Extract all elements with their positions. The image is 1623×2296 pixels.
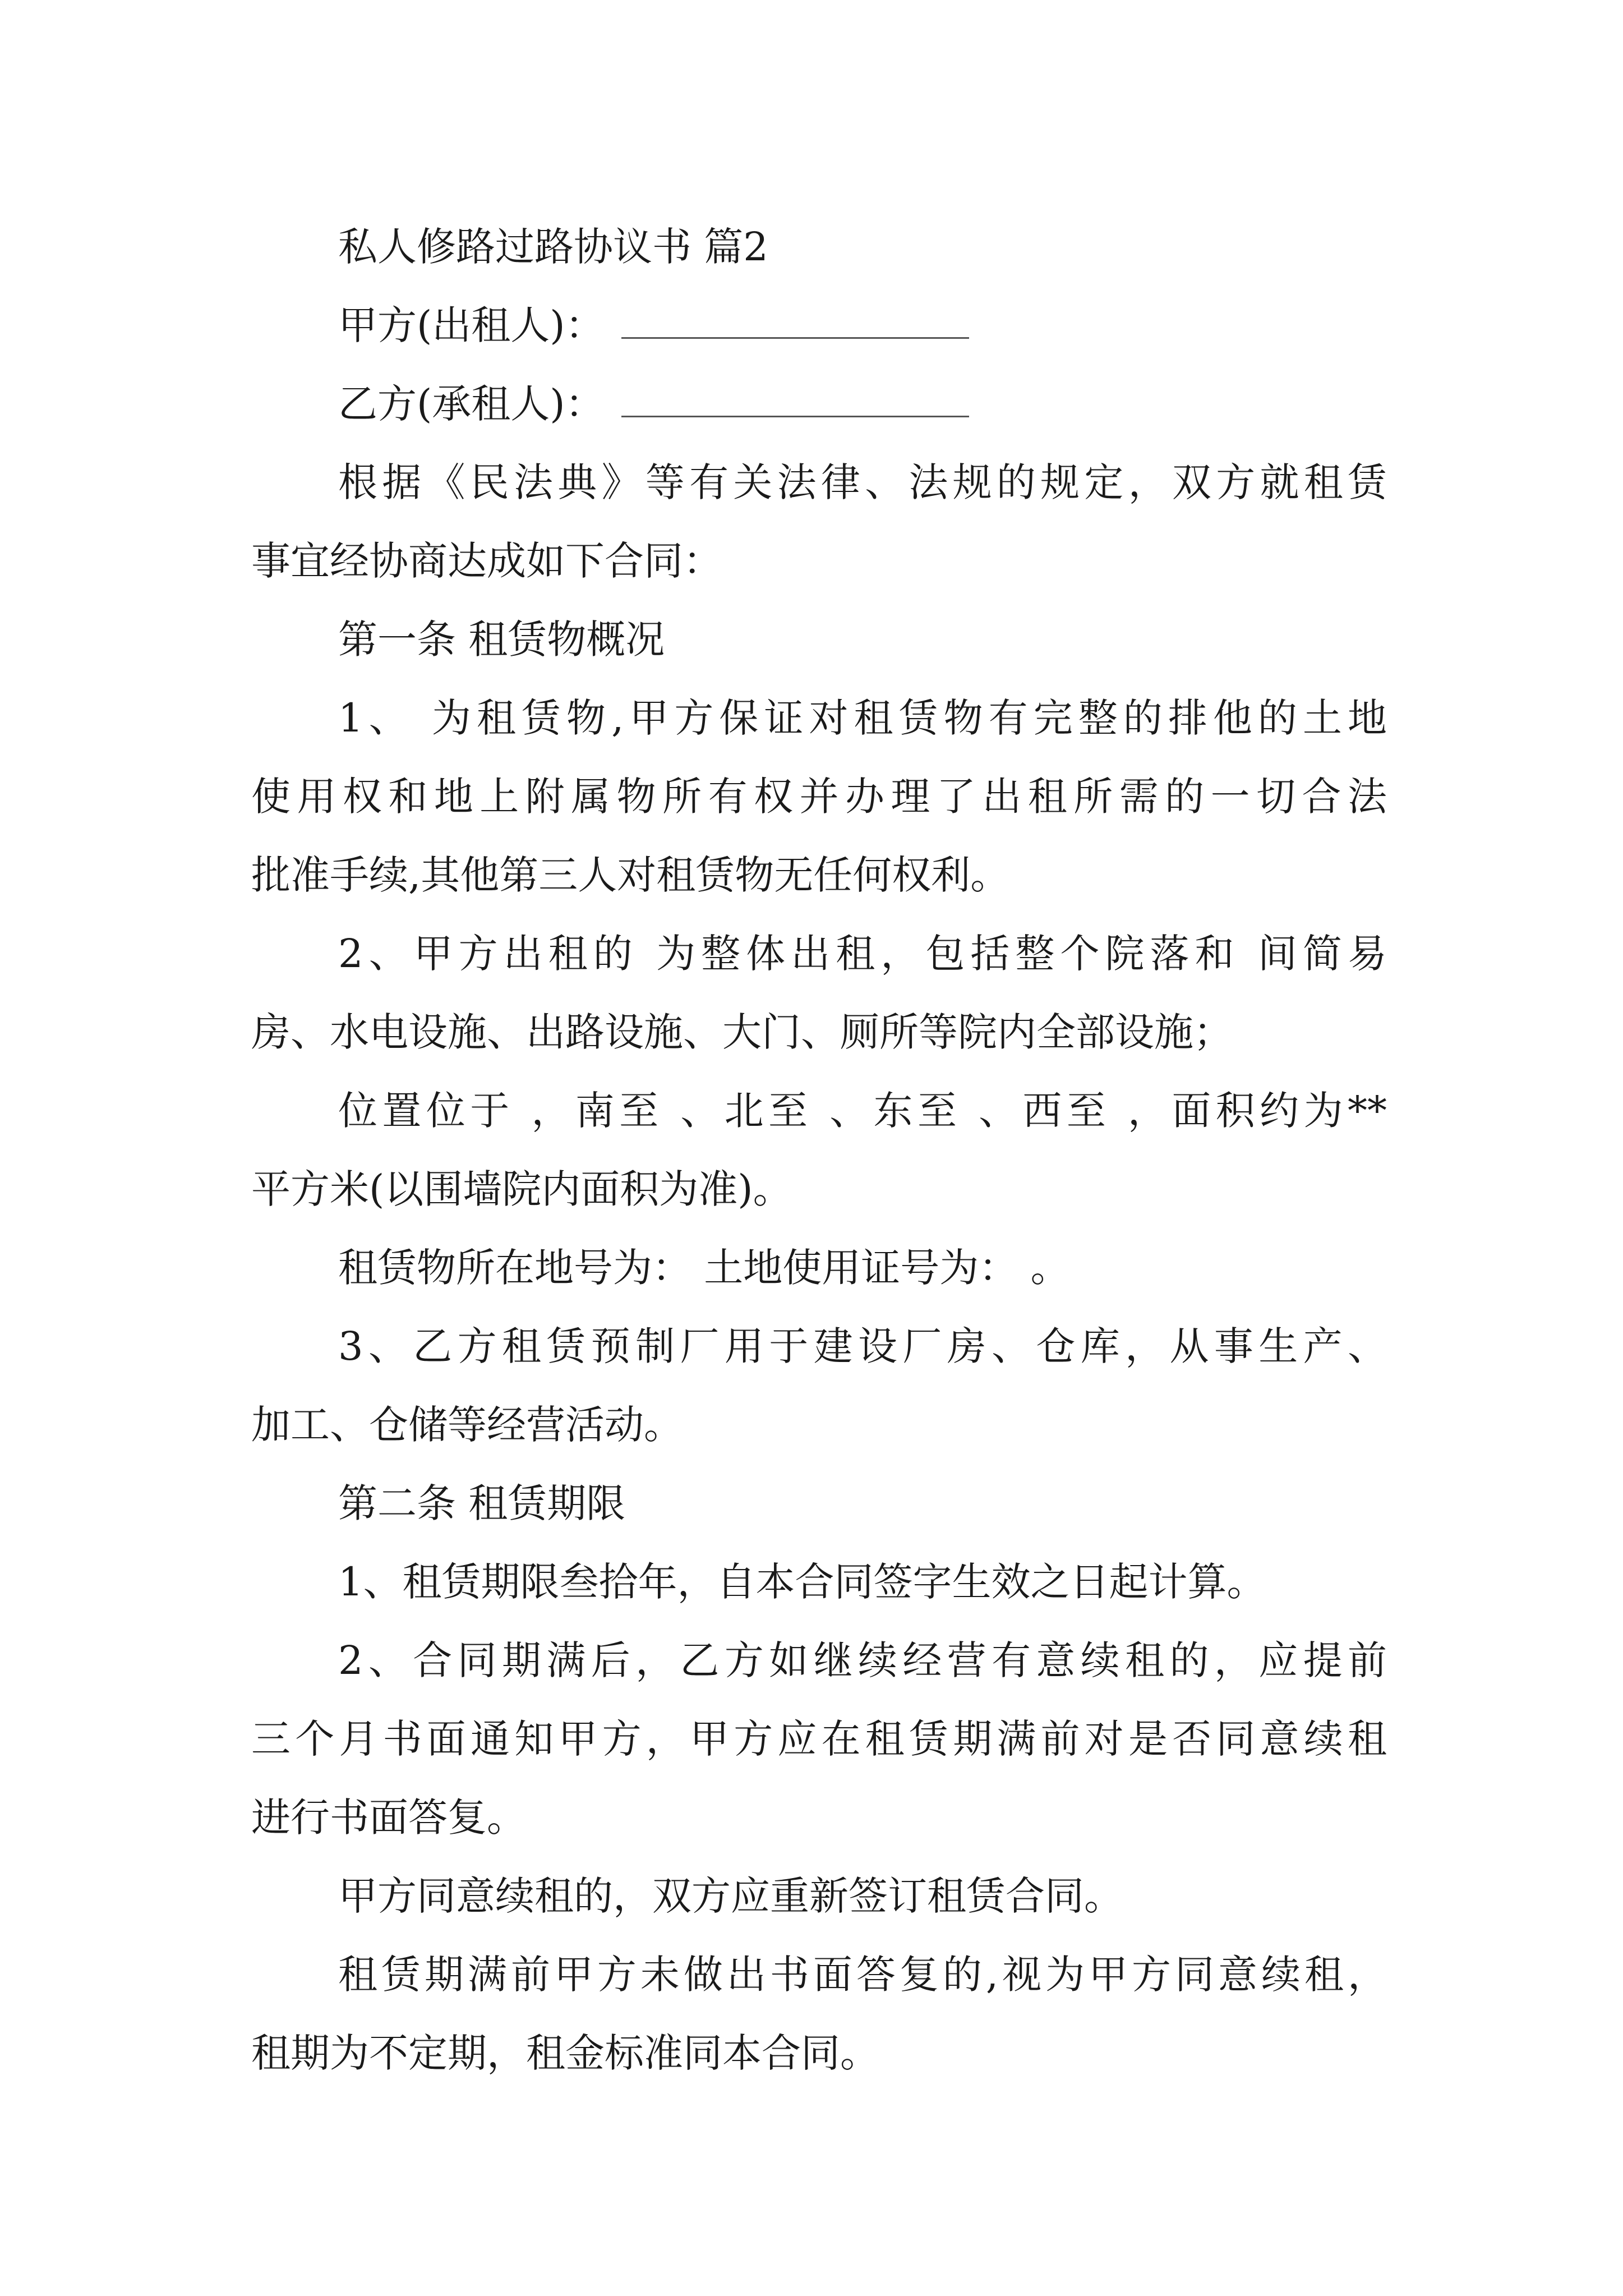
paragraph-line: 进行书面答复。: [251, 1795, 526, 1841]
document-page: [251, 208, 1387, 2092]
section-heading: 第一条 租赁物概况: [338, 616, 665, 662]
paragraph-line: 租期为不定期，租金标准同本合同。: [251, 2030, 879, 2076]
paragraph-line: 1、租赁期限叁拾年，自本合同签字生效之日起计算。: [338, 1559, 1266, 1605]
paragraph-line: 批准手续,其他第三人对租赁物无任何权利。: [251, 852, 1010, 898]
section-heading: 第二条 租赁期限: [338, 1480, 626, 1526]
document-title: 私人修路过路协议书 篇2: [338, 224, 768, 270]
paragraph-line: 甲方同意续租的，双方应重新签订租赁合同。: [338, 1873, 1123, 1919]
party-a-row: [251, 286, 1387, 365]
party-a-label: 甲方(出租人)：: [338, 302, 605, 348]
paragraph-line: 2、甲方出租的 为整体出租，包括整个院落和 间简易: [338, 931, 1387, 977]
paragraph-line: 平方米(以围墙院内面积为准)。: [251, 1166, 792, 1212]
party-b-row: [251, 365, 1387, 443]
paragraph-line: 加工、仓储等经营活动。: [251, 1402, 683, 1448]
paragraph-line: 1、 为租赁物,甲方保证对租赁物有完整的排他的土地: [338, 695, 1387, 741]
paragraph-line: 2、合同期满后，乙方如继续经营有意续租的，应提前: [338, 1637, 1387, 1683]
paragraph-line: 房、水电设施、出路设施、大门、厕所等院内全部设施；: [251, 1009, 1233, 1055]
paragraph-line: 租赁物所在地号为： 土地使用证号为： 。: [338, 1245, 1070, 1291]
party-b-label: 乙方(承租人)：: [338, 381, 605, 427]
paragraph-line: 事宜经协商达成如下合同：: [251, 538, 722, 584]
paragraph-line: 租赁期满前甲方未做出书面答复的,视为甲方同意续租，: [338, 1952, 1387, 1998]
paragraph-line: 位置位于 ，南至 、北至 、东至 、西至 ，面积约为**: [338, 1088, 1387, 1134]
paragraph-line: 使用权和地上附属物所有权并办理了出租所需的一切合法: [251, 774, 1387, 820]
paragraph-line: 根据《民法典》等有关法律、法规的规定，双方就租赁: [338, 459, 1387, 505]
paragraph-line: 三个月书面通知甲方，甲方应在租赁期满前对是否同意续租: [251, 1716, 1387, 1762]
party-b-blank[interactable]: [621, 382, 969, 417]
paragraph-line: 3、乙方租赁预制厂用于建设厂房、仓库，从事生产、: [338, 1323, 1387, 1369]
party-a-blank[interactable]: [621, 303, 969, 339]
